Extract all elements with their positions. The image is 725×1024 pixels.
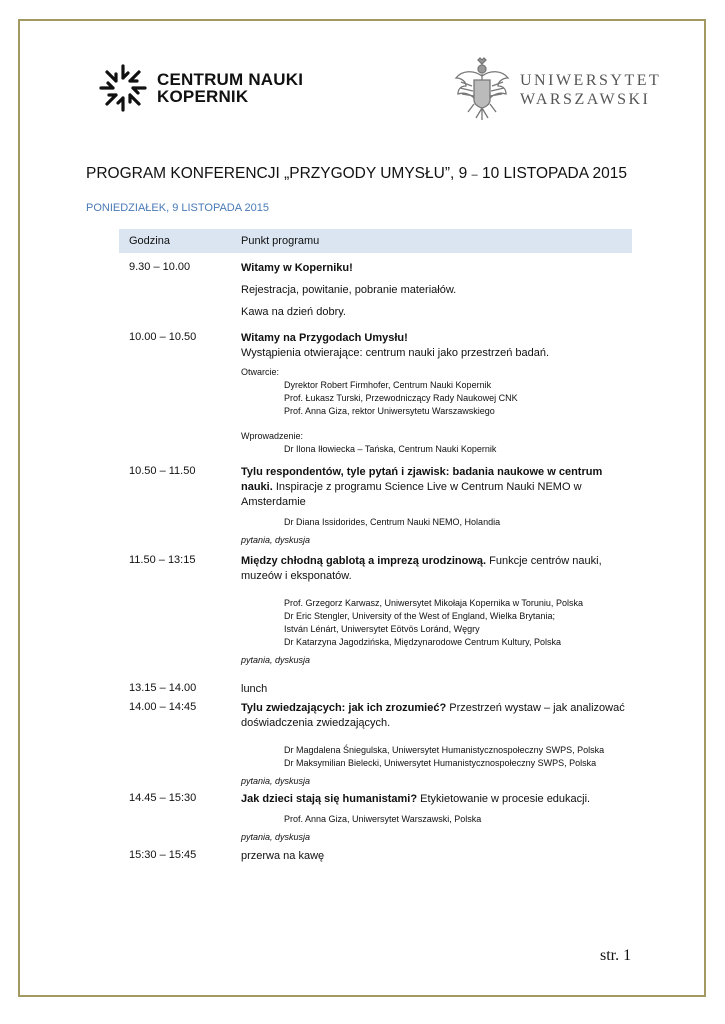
row-time: 9.30 – 10.00 bbox=[129, 261, 191, 273]
row-title-block bbox=[241, 701, 632, 731]
cnk-logo-text bbox=[157, 71, 303, 105]
eagle-emblem-icon bbox=[452, 56, 512, 124]
row-text: Rejestracja, powitanie, pobranie materiałów. bbox=[241, 284, 457, 296]
speaker: Dr Maksymilian Bielecki, Uniwersytet Humanistycznospołeczny SWPS, Polska bbox=[284, 758, 597, 768]
row-title: Jak dzieci stają się humanistami? bbox=[241, 793, 418, 805]
row-title: Tylu respondentów, tyle pytań i zjawisk: badania naukowe w centrum nauki. bbox=[241, 466, 603, 493]
row-text: Przestrzeń wystaw – jak analizować doświadczenia zwiedzających. bbox=[241, 702, 625, 729]
table-header-row bbox=[119, 229, 632, 253]
row-content bbox=[241, 545, 632, 665]
speaker: Dr Magdalena Śniegulska, Uniwersytet Humanistycznospołeczny SWPS, Polska bbox=[284, 745, 605, 755]
row-title-block bbox=[241, 554, 632, 584]
page-title bbox=[86, 165, 627, 183]
row-title-block bbox=[241, 792, 632, 807]
row-time: 13.15 – 14.00 bbox=[129, 682, 197, 694]
discussion-note: pytania, dyskusja bbox=[241, 832, 311, 842]
speaker: Prof. Łukasz Turski, Przewodniczący Rady Naukowej CNK bbox=[284, 393, 518, 403]
row-time: 10.50 – 11.50 bbox=[129, 465, 196, 477]
row-content bbox=[241, 665, 632, 697]
table-row bbox=[119, 320, 632, 456]
cnk-logo-line1: CENTRUM NAUKI bbox=[157, 70, 304, 89]
speaker: István Lénárt, Uniwersytet Eötvös Loránd, Węgry bbox=[284, 624, 480, 634]
speaker: Dr Diana Issidorides, Centrum Nauki NEMO, Holandia bbox=[284, 517, 501, 527]
discussion-note: pytania, dyskusja bbox=[241, 655, 311, 665]
row-content bbox=[241, 842, 632, 864]
uw-logo bbox=[452, 56, 661, 124]
table-row bbox=[119, 665, 632, 697]
table-row bbox=[119, 545, 632, 665]
row-time: 14.00 – 14:45 bbox=[129, 701, 197, 713]
row-text: Inspiracje z programu Science Live w Centrum Nauki NEMO w Amsterdamie bbox=[241, 481, 582, 508]
title-end: 10 LISTOPADA 2015 bbox=[477, 165, 628, 182]
page-number: str. 1 bbox=[600, 947, 632, 964]
row-title: Tylu zwiedzających: jak ich zrozumieć? bbox=[241, 702, 447, 714]
uw-logo-line1: UNIWERSYTET bbox=[520, 72, 662, 89]
discussion-note: pytania, dyskusja bbox=[241, 535, 311, 545]
row-time: 14.45 – 15:30 bbox=[129, 792, 197, 804]
speaker: Dyrektor Robert Firmhofer, Centrum Nauki Kopernik bbox=[284, 380, 492, 390]
cnk-star-icon bbox=[97, 62, 149, 114]
row-content bbox=[241, 697, 632, 786]
row-time: 10.00 – 10.50 bbox=[129, 331, 197, 343]
row-title: Między chłodną gablotą a imprezą urodzinową. bbox=[241, 555, 487, 567]
speaker: Dr Katarzyna Jagodzińska, Międzynarodowe Centrum Kultury, Polska bbox=[284, 637, 561, 647]
row-title: Witamy w Koperniku! bbox=[241, 262, 353, 274]
speaker: Dr Ilona Iłowiecka – Tańska, Centrum Nauki Kopernik bbox=[284, 444, 497, 454]
row-label: Otwarcie: bbox=[241, 367, 280, 377]
row-time: 11.50 – 13:15 bbox=[129, 554, 196, 566]
row-title: lunch bbox=[241, 683, 268, 695]
row-title: przerwa na kawę bbox=[241, 850, 325, 862]
speaker: Prof. Anna Giza, Uniwersytet Warszawski, Polska bbox=[284, 814, 482, 824]
discussion-note: pytania, dyskusja bbox=[241, 776, 311, 786]
uw-logo-line2: WARSZAWSKI bbox=[520, 91, 651, 108]
row-text: Etykietowanie w procesie edukacji. bbox=[417, 793, 591, 805]
row-text: Funkcje centrów nauki, muzeów i eksponatów. bbox=[241, 555, 602, 582]
table-row bbox=[119, 786, 632, 842]
row-content bbox=[241, 320, 632, 456]
title-dash: – bbox=[471, 169, 478, 181]
table-row bbox=[119, 456, 632, 545]
row-content bbox=[241, 456, 632, 545]
title-main: PROGRAM KONFERENCJI „PRZYGODY UMYSŁU”, 9 bbox=[86, 165, 472, 182]
row-title: Witamy na Przygodach Umysłu! bbox=[241, 332, 408, 344]
row-label: Wprowadzenie: bbox=[241, 431, 304, 441]
header-item: Punkt programu bbox=[241, 229, 632, 253]
row-content bbox=[241, 253, 632, 320]
header-time: Godzina bbox=[119, 229, 241, 253]
uw-logo-text bbox=[520, 71, 661, 109]
table-row bbox=[119, 697, 632, 786]
program-table bbox=[119, 229, 632, 864]
cnk-logo bbox=[97, 62, 303, 114]
row-time: 15:30 – 15:45 bbox=[129, 849, 197, 861]
speaker: Prof. Anna Giza, rektor Uniwersytetu Warszawskiego bbox=[284, 406, 495, 416]
cnk-logo-line2: KOPERNIK bbox=[157, 87, 249, 106]
row-content bbox=[241, 786, 632, 842]
day-heading: PONIEDZIAŁEK, 9 LISTOPADA 2015 bbox=[86, 202, 270, 214]
table-row bbox=[119, 842, 632, 864]
table-row bbox=[119, 253, 632, 320]
row-title-block bbox=[241, 465, 632, 510]
row-text: Kawa na dzień dobry. bbox=[241, 306, 346, 318]
speaker: Dr Eric Stengler, University of the West of England, Wielka Brytania; bbox=[284, 611, 555, 621]
row-text: Wystąpienia otwierające: centrum nauki jako przestrzeń badań. bbox=[241, 347, 550, 359]
speaker: Prof. Grzegorz Karwasz, Uniwersytet Mikołaja Kopernika w Toruniu, Polska bbox=[284, 598, 583, 608]
